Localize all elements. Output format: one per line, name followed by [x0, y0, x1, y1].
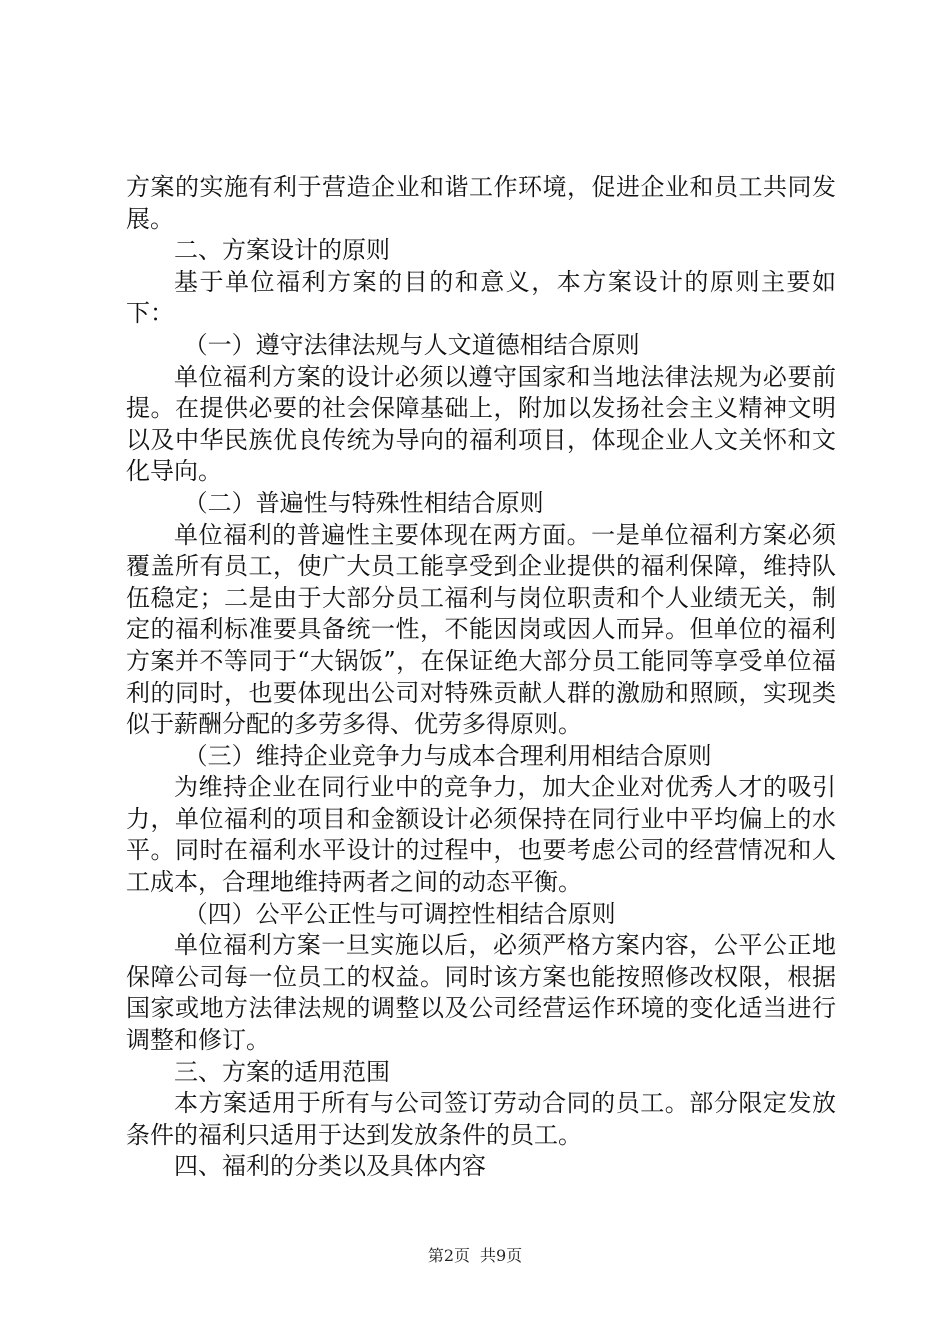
- section-heading-principles: 二、方案设计的原则: [174, 236, 390, 265]
- paragraph-scope: 本方案适用于所有与公司签订劳动合同的员工。部分限定发放条件的福利只适用于达到发放条件的员工。: [126, 1089, 836, 1149]
- section-heading-categories: 四、福利的分类以及具体内容: [174, 1152, 486, 1181]
- paragraph-principle-3: 为维持企业在同行业中的竞争力，加大企业对优秀人才的吸引力，单位福利的项目和金额设计必须保持在同行业中平均偏上的水平。同时在福利水平设计的过程中，也要考虑公司的经营情况和人工成本，合理地维持两者之间的动态平衡。: [126, 773, 836, 897]
- page-number: 第2页: [427, 1246, 470, 1265]
- paragraph-principles-intro: 基于单位福利方案的目的和意义，本方案设计的原则主要如下：: [126, 267, 836, 328]
- paragraph-principle-4: 单位福利方案一旦实施以后，必须严格方案内容，公平公正地保障公司每一位员工的权益。同时该方案也能按照修改权限，根据国家或地方法律法规的调整以及公司经营运作环境的变化适当进行调整和修订。: [126, 931, 836, 1055]
- subsection-heading-1: （一）遵守法律法规与人文道德相结合原则: [183, 330, 640, 359]
- paragraph-continuation: 方案的实施有利于营造企业和谐工作环境，促进企业和员工共同发展。: [126, 173, 836, 233]
- paragraph-principle-2: 单位福利的普遍性主要体现在两方面。一是单位福利方案必须覆盖所有员工，使广大员工能享受到企业提供的福利保障，维持队伍稳定；二是由于大部分员工福利与岗位职责和个人业绩无关，制定的福利标准要具备统一性，不能因岗或因人而异。但单位的福利方案并不等同于“大锅饭”，在保证绝大部分员工能同等享受单位福利的同时，也要体现出公司对特殊贡献人群的激励和照顾，实现类似于薪酬分配的多劳多得、优劳多得原则。: [126, 520, 836, 739]
- subsection-heading-3: （三）维持企业竞争力与成本合理利用相结合原则: [183, 741, 712, 770]
- section-heading-scope: 三、方案的适用范围: [174, 1057, 390, 1086]
- subsection-heading-4: （四）公平公正性与可调控性相结合原则: [183, 899, 616, 928]
- document-body: [126, 172, 836, 1183]
- page-footer: [0, 1243, 950, 1266]
- paragraph-principle-1: 单位福利方案的设计必须以遵守国家和当地法律法规为必要前提。在提供必要的社会保障基础上，附加以发扬社会主义精神文明以及中华民族优良传统为导向的福利项目，体现企业人文关怀和文化导向。: [126, 362, 836, 486]
- page-total: 共9页: [480, 1246, 523, 1265]
- subsection-heading-2: （二）普遍性与特殊性相结合原则: [183, 488, 544, 517]
